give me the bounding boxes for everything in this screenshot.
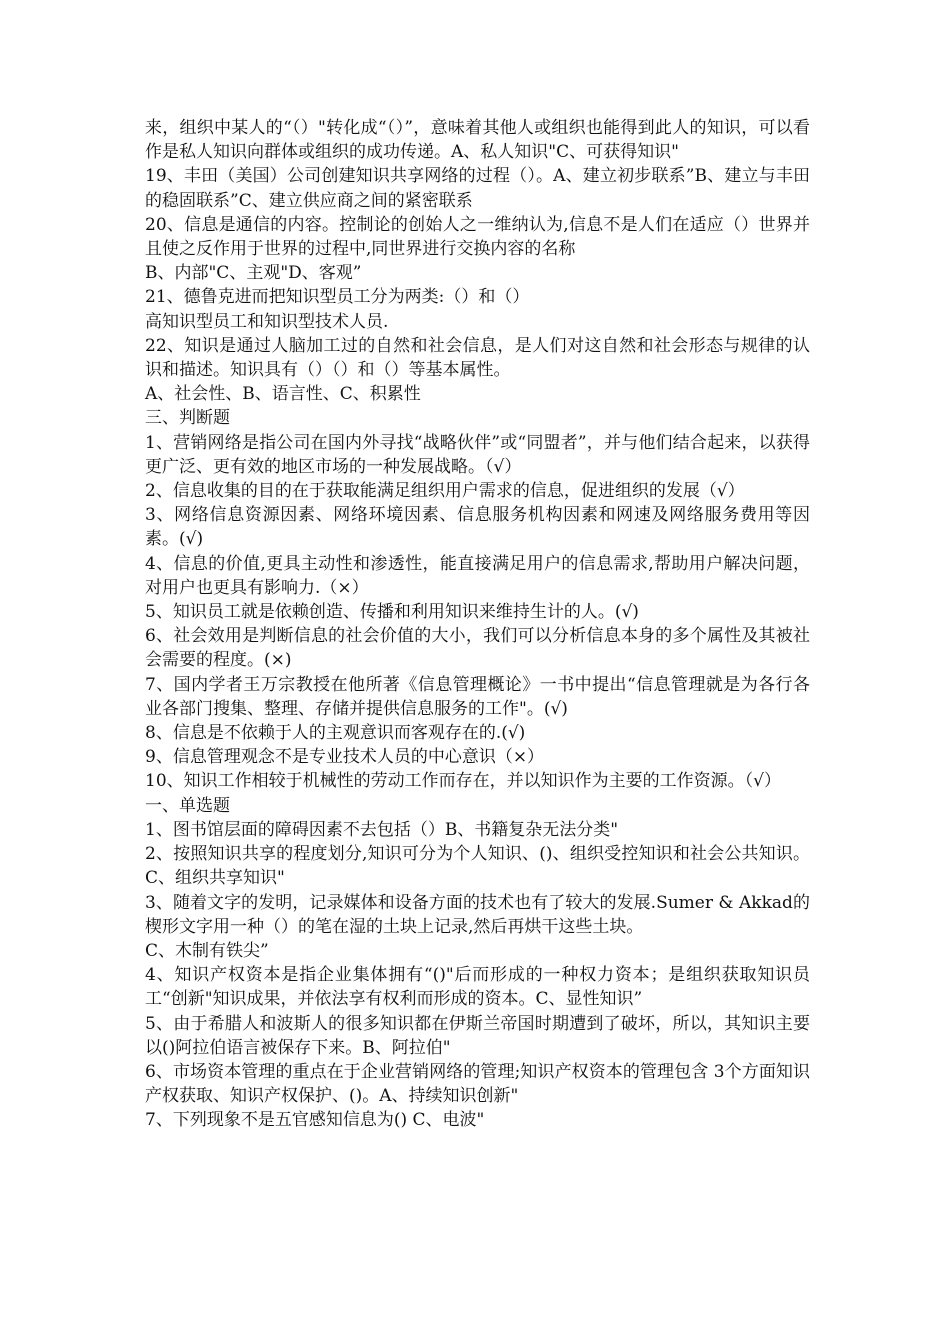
paragraph-tf-2: 2、信息收集的目的在于获取能满足组织用户需求的信息，促进组织的发展（√） xyxy=(145,481,745,502)
section-heading-true-false: 三、判断题 xyxy=(145,408,230,429)
document-body xyxy=(145,116,810,1133)
paragraph-tf-1: 1、营销网络是指公司在国内外寻找“战略伙伴”或“同盟者”，并与他们结合起来，以获得更广泛、更有效的地区市场的一种发展战略。（√） xyxy=(145,432,810,477)
paragraph-tf-10: 10、知识工作相较于机械性的劳动工作而存在，并以知识作为主要的工作资源。（√） xyxy=(145,771,781,792)
paragraph-sc-5: 5、由于希腊人和波斯人的很多知识都在伊斯兰帝国时期遭到了破坏，所以，其知识主要以()阿拉伯语言被保存下来。B、阿拉伯" xyxy=(145,1013,810,1058)
paragraph-sc-3: 3、随着文字的发明，记录媒体和设备方面的技术也有了较大的发展.Sumer & Akkad的楔形文字用一种（）的笔在湿的土块上记录,然后再烘干这些土块。 xyxy=(145,892,810,937)
paragraph-q19: 19、丰田（美国）公司创建知识共享网络的过程（）。A、建立初步联系”B、建立与丰田的稳固联系”C、建立供应商之间的紧密联系 xyxy=(145,166,810,211)
paragraph-tf-7: 7、国内学者王万宗教授在他所著《信息管理概论》一书中提出“信息管理就是为各行各业各部门搜集、整理、存储并提供信息服务的工作"。(√) xyxy=(145,674,810,719)
paragraph-tf-3: 3、网络信息资源因素、网络环境因素、信息服务机构因素和网速及网络服务费用等因素。(√) xyxy=(145,505,810,550)
paragraph-q22: 22、知识是通过人脑加工过的自然和社会信息，是人们对这自然和社会形态与规律的认识和描述。知识具有（）（）和（）等基本属性。 xyxy=(145,335,810,381)
paragraph-tf-6: 6、社会效用是判断信息的社会价值的大小，我们可以分析信息本身的多个属性及其被社会需要的程度。(×) xyxy=(145,626,810,671)
paragraph-q20-options: B、内部"C、主观"D、客观” xyxy=(145,263,362,284)
paragraph-q20: 20、信息是通信的内容。控制论的创始人之一维纳认为,信息不是人们在适应（）世界并且使之反作用于世界的过程中,同世界进行交换内容的名称 xyxy=(145,214,810,260)
paragraph-tf-9: 9、信息管理观念不是专业技术人员的中心意识（×） xyxy=(145,747,545,768)
paragraph-tf-5: 5、知识员工就是依赖创造、传播和利用知识来维持生计的人。(√) xyxy=(145,602,639,623)
paragraph-q22-options: A、社会性、B、语言性、C、积累性 xyxy=(145,384,421,405)
paragraph-sc-4: 4、知识产权资本是指企业集体拥有“()"后而形成的一种权力资本；是组织获取知识员工“创新"知识成果，并依法享有权利而形成的资本。C、显性知识” xyxy=(145,965,810,1010)
paragraph-sc-7: 7、下列现象不是五官感知信息为() C、电波" xyxy=(145,1110,485,1131)
paragraph-tf-4: 4、信息的价值,更具主动性和渗透性，能直接满足用户的信息需求,帮助用户解决问题，对用户也更具有影响力.（×） xyxy=(145,553,810,598)
paragraph-sc-2: 2、按照知识共享的程度划分,知识可分为个人知识、()、组织受控知识和社会公共知识。C、组织共享知识" xyxy=(145,844,810,889)
paragraph-sc-1: 1、图书馆层面的障碍因素不去包括（）B、书籍复杂无法分类" xyxy=(145,819,619,840)
paragraph-tf-8: 8、信息是不依赖于人的主观意识而客观存在的.(√) xyxy=(145,723,526,744)
paragraph-q21-answer: 高知识型员工和知识型技术人员. xyxy=(145,311,389,332)
paragraph-q18-continued: 来，组织中某人的“（）"转化成“（）”，意味着其他人或组织也能得到此人的知识，可以看作是私人知识向群体或组织的成功传递。A、私人知识"C、可获得知识" xyxy=(145,118,810,163)
paragraph-sc-3-answer: C、木制有铁尖” xyxy=(145,940,269,961)
paragraph-q21: 21、德鲁克进而把知识型员工分为两类:（）和（） xyxy=(145,287,530,308)
section-heading-single-choice: 一、单选题 xyxy=(145,795,230,816)
paragraph-sc-6: 6、市场资本管理的重点在于企业营销网络的管理;知识产权资本的管理包含 3个方面知识产权获取、知识产权保护、()。A、持续知识创新" xyxy=(145,1061,810,1107)
